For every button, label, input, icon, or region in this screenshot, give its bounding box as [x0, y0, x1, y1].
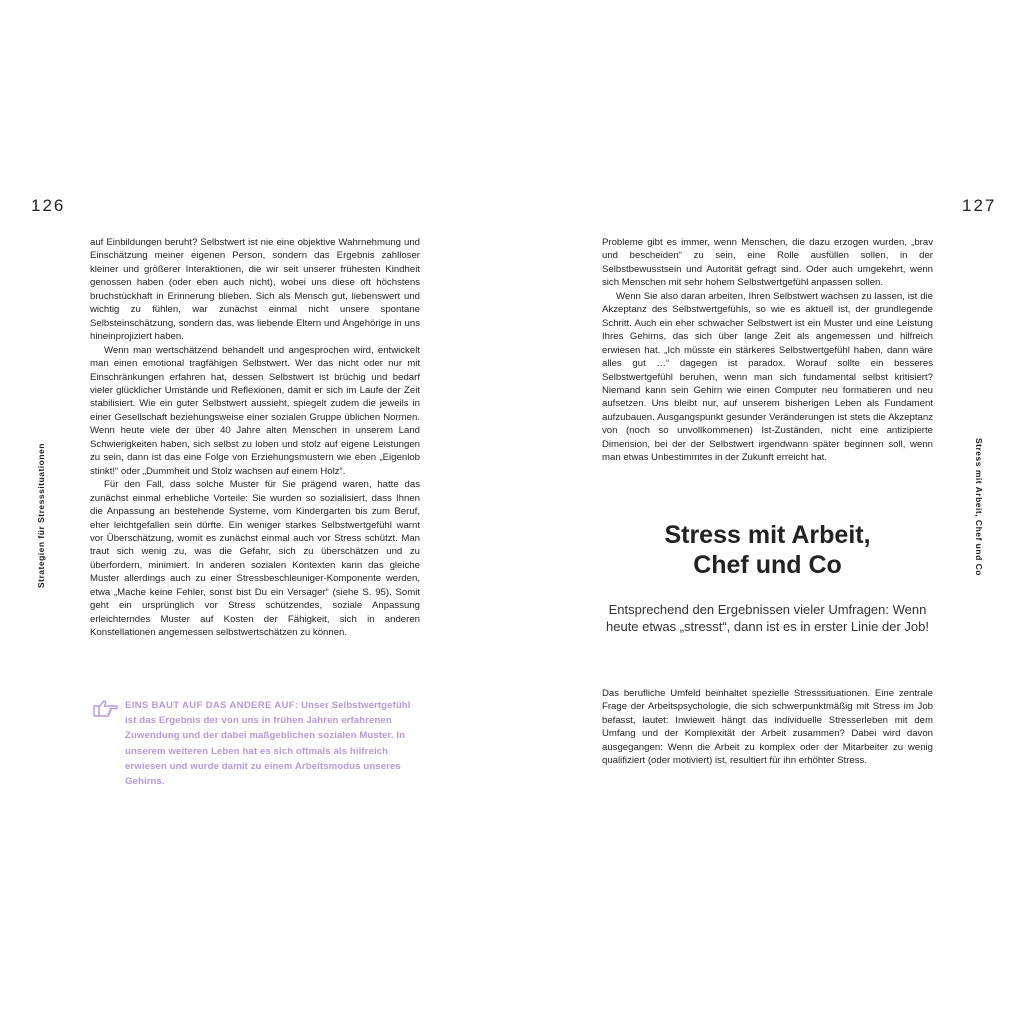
- paragraph: Probleme gibt es immer, wenn Menschen, die dazu erzogen wurden, „brav und bescheiden“ zu sein, eine Rolle ausfüllen sollen, in der Selbstbewusstsein und Autorität gefragt sind. Oder auch umgekehrt, wenn sich Menschen mit sehr hohem Selbstwertgefühl anpassen sollen.: [602, 237, 933, 289]
- paragraph: auf Einbildungen beruht? Selbstwert ist nie eine objektive Wahrnehmung und Einschätzung meiner eigenen Person, sondern das Ergebnis zahlloser kleiner und größerer Interaktionen, die wir seit unserer frühesten Kindheit genossen haben (oder eben auch nicht), wobei uns diese oft höchstens bruchstückhaft in Erinnerung blieben. Sich als Mensch gut, liebenswert und wichtig zu fühlen, war zunächst einmal nicht unsere spontane Selbsteinschätzung, sondern das, was liebende Eltern und Angehörige in uns hineinprojiziert haben.: [90, 237, 420, 343]
- paragraph: Das berufliche Umfeld beinhaltet spezielle Stresssituationen. Eine zentrale Frage der Arbeitspsychologie, die sich schwerpunktmäßig mit Stress im Job befasst, lautet: Inwieweit hängt das individuelle Stresserleben mit dem Umfang und der Komplexität der Arbeit zusammen? Dabei wird davon ausgegangen: Wenn die Arbeit zu komplex oder der Mitarbeiter zu wenig qualifiziert (oder motiviert) ist, resultiert für ihn erhöhter Stress.: [602, 688, 933, 767]
- section-subheading: Entsprechend den Ergebnissen vieler Umfragen: Wenn heute etwas „stresst“, dann ist es in erster Linie der Job!: [606, 602, 929, 634]
- running-head-left: Strategien für Stresssituationen: [36, 443, 46, 588]
- paragraph: Für den Fall, dass solche Muster für Sie prägend waren, hatte das zunächst einmal erhebliche Vorteile: Sie wurden so sozialisiert, dass Ihnen die Anpassung an bestehende Systeme, vom Kindergarten bis zum Beruf, eher leichtgefallen sein dürfte. Ein weniger starkes Selbstwertgefühl warnt vor Überschätzung, womit es zunächst einmal auch vor Stress schützt. Man traut sich wenig zu, was die Gefahr, sich zu überschätzen und zu überfordern, minimiert. In anderen sozialen Kontexten kann das gleiche Muster allerdings auch zu einer Stressbeschleuniger-Komponente werden, etwa „Mache keine Fehler, sonst bist Du ein Versager“ (siehe S. 95). Somit geht ein ursprünglich vor Stress schützendes, soziale Anpassung erleichterndes Muster auf Kosten der Fähigkeit, sich in anderen Konstellationen angemessen selbstwertschätzen zu können.: [90, 479, 420, 639]
- page-number-left: 126: [31, 196, 66, 215]
- left-body-text: [90, 236, 420, 640]
- section-heading: [602, 520, 933, 580]
- tip-body: Unser Selbstwertgefühl ist das Ergebnis der von uns in frühen Jahren erfahrenen Zuwendung und der dabei maßgeblichen sozialen Muster. In unserem weiteren Leben hat es sich oftmals als hilfreich erwiesen und wurde damit zu einem Arbeitsmodus unseres Gehirns.: [125, 700, 411, 788]
- running-head-right: Stress mit Arbeit, Chef und Co: [974, 438, 984, 576]
- right-body-text: [602, 236, 933, 465]
- tip-text: [125, 698, 413, 789]
- section-heading-line: Chef und Co: [693, 551, 842, 579]
- tip-heading: EINS BAUT AUF DAS ANDERE AUF:: [125, 700, 299, 711]
- section-heading-line: Stress mit Arbeit,: [664, 521, 871, 549]
- pointing-hand-icon: [93, 699, 119, 719]
- paragraph: Wenn Sie also daran arbeiten, Ihren Selbstwert wachsen zu lassen, ist die Akzeptanz des Selbstwertgefühls, so wie es aktuell ist, der grundlegende Schritt. Auch ein eher schwacher Selbstwert ist ein Muster und eine Leistung Ihres Gehirns, das sich über lange Zeit als angemessen und hilfreich erwiesen hat. „Ich müsste ein stärkeres Selbstwertgefühl haben, dann wäre alles gut …“ dagegen ist paradox. Worauf sollte ein besseres Selbstwertgefühl beruhen, wenn man sich fundamental selbst kritisiert? Niemand kann sein Gehirn wie einen Computer neu formatieren und neu aufsetzen. Uns bleibt nur, auf unserem bisherigen Leben als Fundament aufzubauen. Ausgangspunkt gesunder Veränderungen ist stets die Akzeptanz von (noch so unvollkommenen) Ist-Zuständen, nicht eine antizipierte Dimension, bei der der Selbstwert irgendwann später beginnen soll, wenn man etwas Unbestimmtes in der Zukunft erreicht hat.: [602, 290, 933, 464]
- page-number-right: 127: [962, 196, 997, 215]
- tip-box: [93, 698, 413, 789]
- right-body-text-after: [602, 687, 933, 768]
- paragraph: Wenn man wertschätzend behandelt und angesprochen wird, entwickelt man einen emotional tragfähigen Selbstwert. Wer das nicht oder nur mit Einschränkungen erfahren hat, dessen Selbstwert ist brüchig und bedarf vieler glücklicher Umstände und Reflexionen, damit er sich im Laufe der Zeit stabilisiert. Wie ein guter Selbstwert aussieht, spiegelt zudem die jeweils in einer Gesellschaft beziehungsweise einer sozialen Gruppe üblichen Normen. Wenn heute viele der über 40 Jahre alten Menschen in unserem Land Schwierigkeiten haben, sich selbst zu loben und stolz auf eigene Leistungen zu sein, dann ist das eine Folge von Erziehungsmustern wie eben „Eigenlob stinkt!“ oder „Dummheit und Stolz wachsen auf einem Holz“.: [90, 344, 420, 477]
